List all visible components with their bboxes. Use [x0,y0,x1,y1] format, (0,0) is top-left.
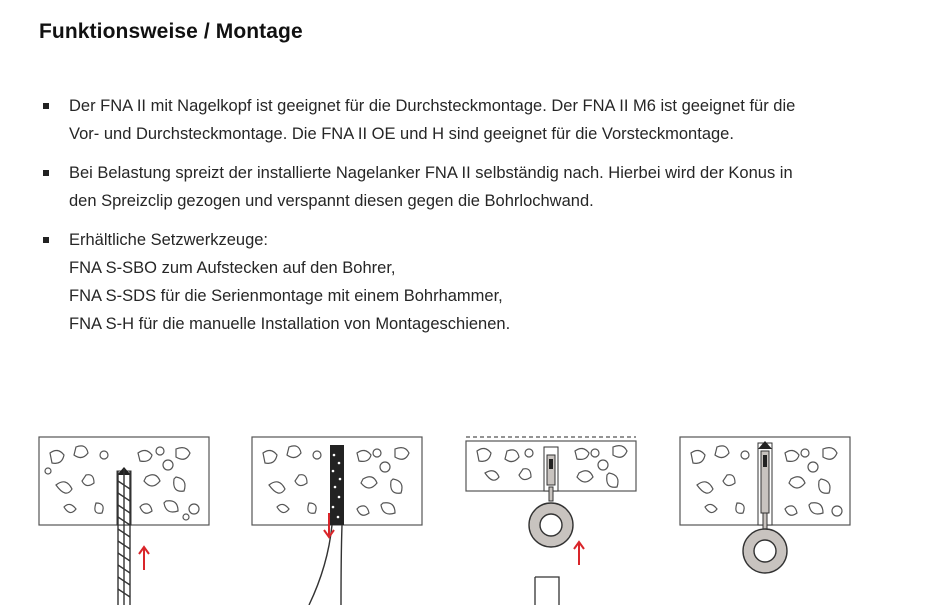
bullet-text-line: FNA S-SDS für die Serienmontage mit einem Bohrhammer, [69,287,503,305]
bullet-marker [43,103,49,109]
illustration-clean-hole [249,425,429,605]
bullet-text-line: Bei Belastung spreizt der installierte Nagelanker FNA II selbständig nach. Hierbei wird der Konus in [69,164,793,182]
bullet-marker [43,170,49,176]
bullet-marker [43,237,49,243]
bullet-text-line: den Spreizclip gezogen und verspannt diesen gegen die Bohrlochwand. [69,192,594,210]
bullet-text-line: Erhältliche Setzwerkzeuge: [69,231,269,249]
installation-illustrations [36,425,866,605]
bullet-text-line: Der FNA II mit Nagelkopf ist geeignet für die Durchsteckmontage. Der FNA II M6 ist geeignet für die [69,97,796,115]
bullet-item [40,92,920,148]
illustration-installed-anchor [677,425,857,605]
bullet-text-line: Vor- und Durchsteckmontage. Die FNA II OE und H sind geeignet für die Vorsteckmontage. [69,125,734,143]
bullet-text-line: FNA S-SBO zum Aufstecken auf den Bohrer, [69,259,396,277]
arrow-up-icon [139,547,149,570]
arrow-up-icon [574,542,584,565]
illustration-insert-anchor [463,425,643,605]
illustration-drill-hole [36,425,216,605]
bullet-list [40,92,920,349]
bullet-item [40,226,920,338]
page-title: Funktionsweise / Montage [39,20,303,43]
bullet-text-line: FNA S-H für die manuelle Installation von Montageschienen. [69,315,511,333]
bullet-item [40,159,920,215]
